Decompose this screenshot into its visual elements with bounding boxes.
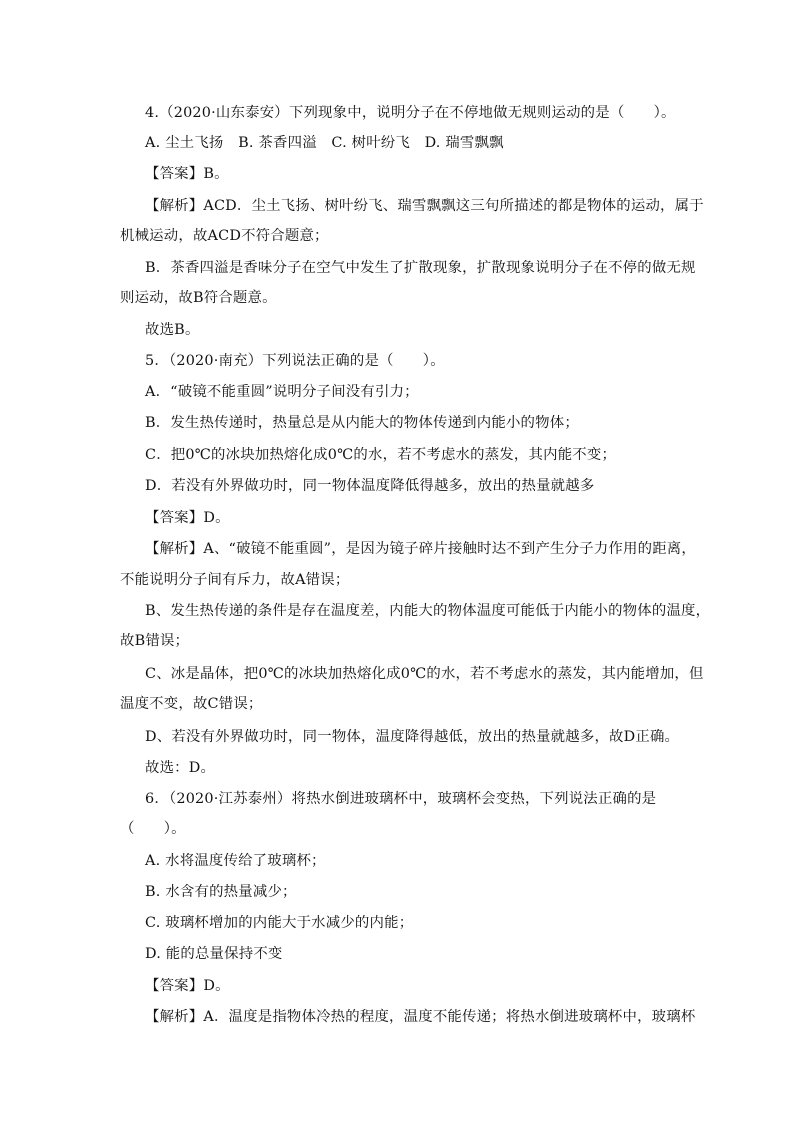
q5-analysis-line-3: B、发生热传递的条件是存在温度差，内能大的物体温度可能低于内能小的物体的温度， (145, 603, 711, 619)
q5-option-d: D．若没有外界做功时，同一物体温度降低得越多，放出的热量就越多 (145, 478, 595, 494)
q5-option-a: A．“破镜不能重圆”说明分子间没有引力； (145, 384, 419, 400)
q6-option-b: B. 水含有的热量减少； (145, 884, 297, 900)
q5-analysis-line-7: D、若没有外界做功时，同一物体，温度降得越低，放出的热量就越多，故D正确。 (145, 729, 680, 745)
q6-analysis-line-1: 【解析】A．温度是指物体冷热的程度，温度不能传递；将热水倒进玻璃杯中，玻璃杯 (145, 1009, 696, 1025)
q5-analysis-line-5: C、冰是晶体，把0℃的冰块加热熔化成0℃的水，若不考虑水的蒸发，其内能增加，但 (145, 666, 704, 682)
q4-analysis-line-2: 机械运动，故ACD不符合题意； (120, 228, 329, 244)
q5-analysis-line-4: 故B错误； (120, 633, 190, 649)
q6-stem: 6．（2020·江苏泰州）将热水倒进玻璃杯中，玻璃杯会变热，下列说法正确的是 (145, 791, 657, 807)
q4-answer: 【答案】B。 (145, 166, 229, 182)
q6-stem-bracket: （ ）。 (120, 821, 186, 837)
q5-answer: 【答案】D。 (145, 510, 230, 526)
q6-option-a: A. 水将温度传给了玻璃杯； (145, 853, 326, 869)
q6-option-c: C. 玻璃杯增加的内能大于水减少的内能； (145, 915, 414, 931)
q5-option-b: B．发生热传递时，热量总是从内能大的物体传递到内能小的物体； (145, 415, 579, 431)
q4-analysis-line-4: 则运动，故B符合题意。 (120, 290, 277, 306)
q5-analysis-line-1: 【解析】A、“破镜不能重圆”，是因为镜子碎片接触时达不到产生分子力作用的距离， (145, 541, 696, 557)
q4-conclusion: 故选B。 (145, 322, 200, 338)
q4-analysis-line-3: B．茶香四溢是香味分子在空气中发生了扩散现象，扩散现象说明分子在不停的做无规 (145, 260, 696, 276)
q5-analysis-line-6: 温度不变，故C错误； (120, 696, 263, 712)
q4-stem: 4.（2020·山东泰安）下列现象中，说明分子在不停地做无规则运动的是（ ）。 (145, 105, 676, 121)
q5-conclusion: 故选：D。 (145, 760, 216, 776)
q5-stem: 5．（2020·南充）下列说法正确的是（ ）。 (145, 353, 445, 369)
q6-answer: 【答案】D。 (145, 978, 230, 994)
q5-option-c: C．把0℃的冰块加热熔化成0℃的水，若不考虑水的蒸发，其内能不变； (145, 447, 617, 463)
q5-analysis-line-2: 不能说明分子间有斥力，故A错误； (120, 572, 350, 588)
q6-option-d: D. 能的总量保持不变 (145, 946, 283, 962)
q4-analysis-line-1: 【解析】ACD．尘土飞扬、树叶纷飞、瑞雪飘飘这三句所描述的都是物体的运动，属于 (145, 198, 704, 214)
q4-options: A. 尘土飞扬 B. 茶香四溢 C. 树叶纷飞 D. 瑞雪飘飘 (145, 135, 504, 151)
